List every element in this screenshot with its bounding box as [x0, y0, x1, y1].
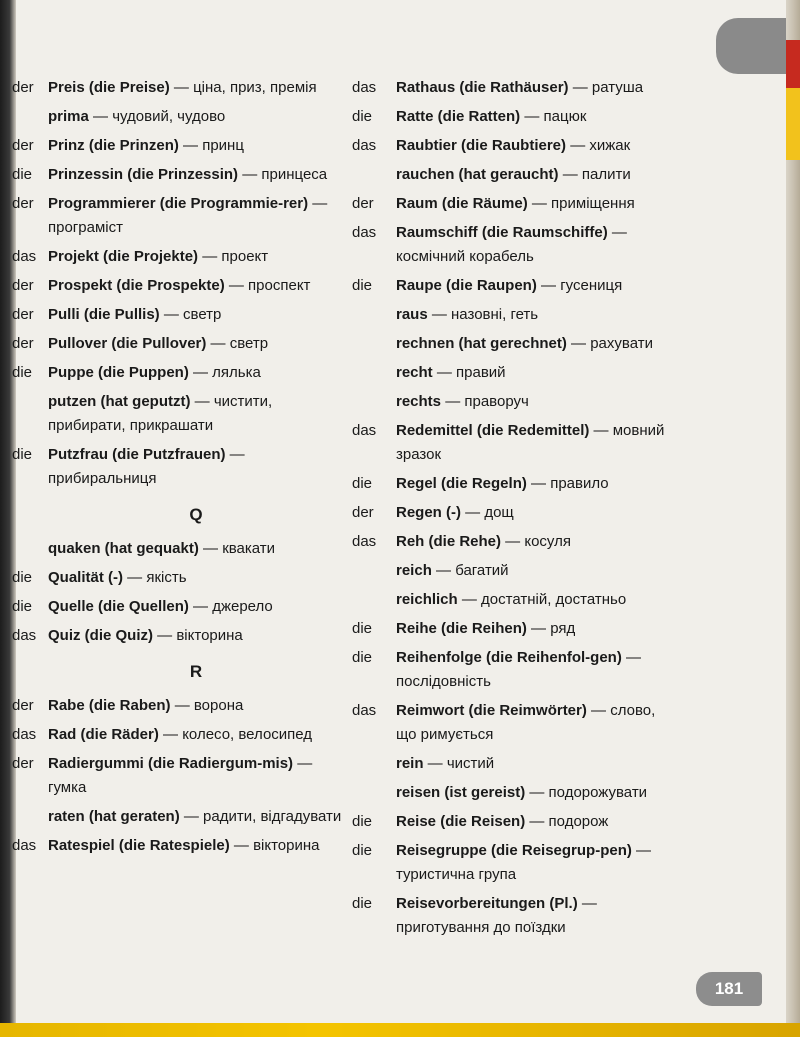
entry-headword: Quiz (die Quiz) [48, 627, 153, 644]
entry-headword: raus [396, 306, 428, 323]
entry-translation: — ціна, приз, премія [169, 79, 317, 96]
left-column [12, 76, 344, 863]
entry-headword: Prospekt (die Prospekte) [48, 277, 225, 294]
dictionary-entry [12, 595, 344, 619]
entry-text [396, 332, 674, 356]
entry-article: der [12, 137, 34, 154]
entry-translation: — якість [123, 569, 187, 586]
entry-translation: — принц [178, 137, 244, 154]
dictionary-entry [12, 537, 344, 561]
entry-headword: reisen (ist gereist) [396, 784, 526, 801]
entry-text [396, 892, 674, 940]
entry-headword: putzen (hat geputzt) [48, 393, 191, 410]
entry-headword: Rathaus (die Rathäuser) [396, 79, 569, 96]
entry-text [48, 134, 344, 158]
entry-translation: — назовні, геть [427, 306, 539, 323]
page-number: 181 [696, 972, 762, 1006]
entry-text [396, 839, 674, 887]
dictionary-entry [12, 134, 344, 158]
entry-headword: Pulli (die Pullis) [48, 306, 160, 323]
entry-translation: — палити [558, 166, 631, 183]
entry-headword: rechts [396, 393, 442, 410]
entry-article: der [12, 306, 34, 323]
entry-text [396, 134, 674, 158]
entry-headword: Puppe (die Puppen) [48, 364, 189, 381]
entry-article: die [12, 364, 33, 381]
entry-article: das [12, 726, 37, 743]
entry-article: die [12, 569, 33, 586]
entry-headword: Regel (die Regeln) [396, 475, 527, 492]
dictionary-entry [12, 245, 344, 269]
entry-article: der [12, 335, 34, 352]
entry-translation: — приготування до поїздки [396, 895, 597, 936]
entry-text [48, 443, 344, 491]
entry-translation: — багатий [431, 562, 509, 579]
dictionary-entry [12, 390, 344, 438]
dictionary-entry [352, 105, 674, 129]
dictionary-entry [12, 566, 344, 590]
entry-headword: Raum (die Räume) [396, 195, 528, 212]
section-letter-r: R [189, 662, 203, 681]
entry-translation: — дощ [461, 504, 514, 521]
entry-headword: Pullover (die Pullover) [48, 335, 207, 352]
entry-headword: Rad (die Räder) [48, 726, 159, 743]
dictionary-entry [352, 810, 674, 834]
entry-article: die [352, 842, 373, 859]
corner-decoration [716, 18, 786, 74]
entry-translation: — подорожувати [525, 784, 648, 801]
right-column [352, 76, 674, 945]
entry-translation: — достатній, достатньо [457, 591, 627, 608]
entry-headword: Raubtier (die Raubtiere) [396, 137, 567, 154]
entry-text [48, 274, 344, 298]
entry-text [396, 76, 674, 100]
entry-headword: Reihenfolge (die Reihenfol-gen) [396, 649, 622, 666]
entry-article: das [352, 137, 377, 154]
dictionary-entry [12, 163, 344, 187]
dictionary-entry [352, 559, 674, 583]
entry-headword: Ratte (die Ratten) [396, 108, 521, 125]
entry-translation: — гумка [48, 755, 313, 796]
dictionary-entry [12, 76, 344, 100]
entry-text [48, 537, 344, 561]
dictionary-entry [352, 390, 674, 414]
entry-translation: — светр [206, 335, 269, 352]
entry-text [48, 752, 344, 800]
entry-headword: Projekt (die Projekte) [48, 248, 199, 265]
entry-article: die [352, 813, 373, 830]
entry-text [48, 76, 344, 100]
entry-translation: — проект [198, 248, 269, 265]
entry-article: der [12, 755, 34, 772]
dictionary-entry [352, 752, 674, 776]
entry-headword: Programmierer (die Programmie-rer) [48, 195, 309, 212]
entry-text [48, 105, 344, 129]
entry-article: das [12, 627, 37, 644]
entries-q-list [12, 537, 344, 648]
entry-headword: reich [396, 562, 432, 579]
dictionary-entry [12, 752, 344, 800]
entry-translation: — проспект [224, 277, 311, 294]
dictionary-entry [12, 805, 344, 829]
entry-headword: Regen (-) [396, 504, 461, 521]
entry-text [48, 834, 344, 858]
entry-translation: — ратуша [568, 79, 644, 96]
entry-article: der [12, 79, 34, 96]
entry-translation: — квакати [198, 540, 276, 557]
dictionary-entry [12, 303, 344, 327]
entry-article: der [12, 277, 34, 294]
entry-article: die [352, 475, 373, 492]
entry-article: das [352, 224, 377, 241]
entry-headword: Reh (die Rehe) [396, 533, 502, 550]
dictionary-entry [352, 588, 674, 612]
entry-headword: Ratespiel (die Ratespiele) [48, 837, 230, 854]
entry-article: der [12, 697, 34, 714]
entry-article: der [352, 195, 374, 212]
dictionary-entry [12, 443, 344, 491]
entry-text [396, 646, 674, 694]
entries-right-list [352, 76, 674, 940]
entry-translation: — програміст [48, 195, 328, 236]
entry-headword: Preis (die Preise) [48, 79, 170, 96]
dictionary-entry [352, 76, 674, 100]
dictionary-entry [12, 834, 344, 858]
entry-text [48, 805, 344, 829]
entry-text [396, 810, 674, 834]
entry-translation: — космічний корабель [396, 224, 627, 265]
entry-article: der [12, 195, 34, 212]
entry-headword: raten (hat geraten) [48, 808, 180, 825]
entry-translation: — праворуч [441, 393, 529, 410]
dictionary-entry [352, 303, 674, 327]
entry-text [396, 419, 674, 467]
entry-text [48, 361, 344, 385]
dictionary-entry [352, 646, 674, 694]
entry-headword: Prinzessin (die Prinzessin) [48, 166, 239, 183]
entry-text [396, 559, 674, 583]
entry-text [396, 390, 674, 414]
entry-text [396, 699, 674, 747]
entry-translation: — гусениця [536, 277, 623, 294]
entry-text [396, 163, 674, 187]
dictionary-entry [352, 163, 674, 187]
dictionary-entry [12, 361, 344, 385]
entry-translation: — приміщення [527, 195, 635, 212]
entry-text [396, 472, 674, 496]
entry-headword: reichlich [396, 591, 458, 608]
entry-text [48, 163, 344, 187]
entry-text [396, 501, 674, 525]
entry-translation: — рахувати [566, 335, 653, 352]
entry-text [48, 624, 344, 648]
dictionary-entry [352, 781, 674, 805]
entry-headword: Putzfrau (die Putzfrauen) [48, 446, 226, 463]
entry-article: die [352, 108, 373, 125]
entry-text [396, 192, 674, 216]
entry-text [396, 617, 674, 641]
entry-text [396, 303, 674, 327]
entry-text [48, 566, 344, 590]
entry-article: die [352, 620, 373, 637]
entry-translation: — правило [526, 475, 609, 492]
entry-headword: Raupe (die Raupen) [396, 277, 537, 294]
entry-translation: — правий [432, 364, 506, 381]
entry-translation: — прибиральниця [48, 446, 245, 487]
entry-translation: — хижак [566, 137, 631, 154]
entry-article: der [352, 504, 374, 521]
entry-translation: — слово, що римується [396, 702, 656, 743]
dictionary-entry [12, 723, 344, 747]
entry-text [396, 530, 674, 554]
entry-text [396, 221, 674, 269]
entry-text [48, 390, 344, 438]
dictionary-entry [12, 624, 344, 648]
bottom-color-strip [0, 1023, 800, 1037]
entry-headword: Reimwort (die Reimwörter) [396, 702, 587, 719]
dictionary-entry [352, 839, 674, 887]
entry-translation: — косуля [501, 533, 571, 550]
entry-headword: recht [396, 364, 433, 381]
entry-translation: — послідовність [396, 649, 642, 690]
dictionary-entry [12, 332, 344, 356]
entry-text [48, 192, 344, 240]
entry-headword: Quelle (die Quellen) [48, 598, 189, 615]
entry-headword: Qualität (-) [48, 569, 123, 586]
entry-text [48, 303, 344, 327]
entry-article: das [352, 533, 377, 550]
section-letter-q: Q [189, 505, 203, 524]
entry-article: die [12, 166, 33, 183]
entry-translation: — вікторина [153, 627, 243, 644]
entry-headword: rein [396, 755, 424, 772]
entry-headword: Reisevorbereitungen (Pl.) [396, 895, 578, 912]
entry-headword: Reise (die Reisen) [396, 813, 526, 830]
dictionary-entry [12, 192, 344, 240]
entry-translation: — радити, відгадувати [179, 808, 342, 825]
entry-translation: — пацюк [520, 108, 587, 125]
dictionary-entry [352, 419, 674, 467]
dictionary-entry [352, 361, 674, 385]
entry-headword: Radiergummi (die Radiergum-mis) [48, 755, 294, 772]
entry-translation: — чистити, прибирати, прикрашати [48, 393, 273, 434]
entry-text [396, 752, 674, 776]
entry-headword: Reihe (die Reihen) [396, 620, 527, 637]
entry-headword: rechnen (hat gerechnet) [396, 335, 567, 352]
dictionary-entry [352, 501, 674, 525]
dictionary-entry [352, 617, 674, 641]
entry-headword: Reisegruppe (die Reisegrup-pen) [396, 842, 632, 859]
dictionary-entry [352, 221, 674, 269]
entry-text [396, 781, 674, 805]
entry-headword: Redemittel (die Redemittel) [396, 422, 590, 439]
entry-headword: Rabe (die Raben) [48, 697, 171, 714]
entry-text [48, 595, 344, 619]
entry-translation: — мовний зразок [396, 422, 665, 463]
entry-article: die [352, 895, 373, 912]
flag-tab-decoration [786, 40, 800, 160]
entry-translation: — джерело [188, 598, 273, 615]
entry-headword: Prinz (die Prinzen) [48, 137, 179, 154]
entry-translation: — лялька [188, 364, 261, 381]
entry-article: das [12, 837, 37, 854]
dictionary-entry [12, 694, 344, 718]
dictionary-entry [352, 892, 674, 940]
entries-r-list [12, 694, 344, 858]
entry-translation: — ряд [526, 620, 576, 637]
entry-article: die [352, 277, 373, 294]
entry-text [48, 723, 344, 747]
entry-text [396, 105, 674, 129]
entry-translation: — светр [159, 306, 222, 323]
entry-translation: — туристична група [396, 842, 652, 883]
entry-article: das [352, 422, 377, 439]
entry-article: das [12, 248, 37, 265]
dictionary-entry [352, 192, 674, 216]
dictionary-entry [352, 699, 674, 747]
entry-text [48, 245, 344, 269]
entry-article: das [352, 79, 377, 96]
dictionary-entry [352, 530, 674, 554]
entry-text [48, 332, 344, 356]
entry-text [396, 274, 674, 298]
entry-translation: — вікторина [229, 837, 320, 854]
entry-translation: — колесо, велосипед [158, 726, 313, 743]
entry-text [396, 588, 674, 612]
entry-headword: rauchen (hat geraucht) [396, 166, 559, 183]
entry-headword: Raumschiff (die Raumschiffe) [396, 224, 608, 241]
entry-translation: — чистий [423, 755, 495, 772]
entry-text [396, 361, 674, 385]
entry-translation: — ворона [170, 697, 244, 714]
entry-text [48, 694, 344, 718]
dictionary-entry [352, 134, 674, 158]
entry-translation: — подорож [525, 813, 609, 830]
dictionary-entry [352, 472, 674, 496]
entry-article: die [352, 649, 373, 666]
entry-translation: — чудовий, чудово [88, 108, 226, 125]
dictionary-entry [352, 274, 674, 298]
entry-headword: quaken (hat gequakt) [48, 540, 199, 557]
dictionary-entry [352, 332, 674, 356]
entry-article: die [12, 598, 33, 615]
entry-translation: — принцеса [238, 166, 328, 183]
dictionary-entry [12, 105, 344, 129]
dictionary-entry [12, 274, 344, 298]
entry-article: das [352, 702, 377, 719]
entries-p-list [12, 76, 344, 491]
entry-headword: prima [48, 108, 89, 125]
entry-article: die [12, 446, 33, 463]
